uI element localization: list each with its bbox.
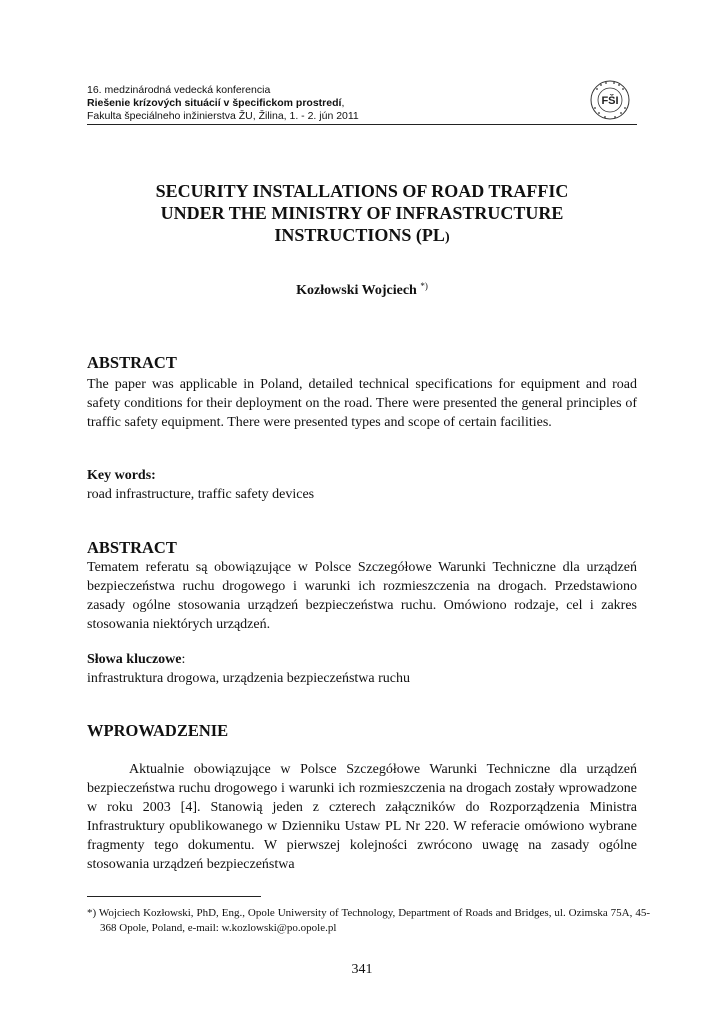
conference-info (87, 84, 637, 123)
conference-line-1: 16. medzinárodná vedecká konferencia (87, 84, 271, 96)
title-line-3-main: INSTRUCTIONS (PL (274, 225, 445, 245)
fsi-logo-icon (585, 78, 635, 122)
conference-line-2 (87, 97, 637, 110)
page-number: 341 (351, 962, 373, 977)
keywords-pl-label: Słowa kluczowe (87, 652, 182, 667)
title-line-1: SECURITY INSTALLATIONS OF ROAD TRAFFIC (155, 181, 569, 201)
intro-text: Aktualnie obowiązujące w Polsce Szczegółowe Warunki Techniczne dla urządzeń bezpieczeństwa ruchu drogowego i warunki ich rozmieszczenia na drogach zostały wprowadzone w roku 2003 [4]. Stanowią jeden z czterech załączników do Rozporządzenia Ministra Infrastruktury opublikowanego w Dzienniku Ustaw PL Nr 220. W referacie omówiono wybrane fragmenty tego dokumentu. W pierwszej kolejności zwrócono uwagę na zasady ogólne stosowania urządzeń bezpieczeństwa (87, 762, 637, 872)
author-footnote: *) Wojciech Kozłowski, PhD, Eng., Opole Uniwersity of Technology, Department of Roads and Bridges, ul. Ozimska 75A, 45-368 Opole, Poland, e-mail: w.kozlowski@po.opole.pl (87, 907, 650, 934)
abstract-pl-heading: ABSTRACT (87, 538, 177, 557)
author-name: Kozłowski Wojciech (296, 283, 417, 298)
title-line-3-end: ) (444, 230, 450, 245)
keywords-pl-colon: : (181, 652, 186, 667)
conference-title: Riešenie krízových situácií v špecifickom prostredí (87, 97, 342, 109)
conference-line-3: Fakulta špeciálneho inžinierstva ŽU, Žilina, 1. - 2. jún 2011 (87, 110, 359, 122)
paper-title (87, 180, 637, 249)
keywords-en (87, 466, 637, 504)
keywords-en-label: Key words: (87, 468, 156, 483)
keywords-pl (87, 650, 637, 688)
abstract-pl-text: Tematem referatu są obowiązujące w Polsce Szczegółowe Warunki Techniczne dla urządzeń bezpieczeństwa ruchu drogowego i warunki ich rozmieszczenia na drogach. Przedstawiono zasady ogólne stosowania urządzeń bezpieczeństwa ruchu. Omówiono rodzaje, cel i zakres stosowania niektórych urządzeń. (87, 560, 637, 632)
intro-heading: WPROWADZENIE (87, 721, 229, 740)
title-line-2: UNDER THE MINISTRY OF INFRASTRUCTURE (160, 203, 564, 223)
author-line (87, 283, 637, 299)
keywords-en-text: road infrastructure, traffic safety devices (87, 487, 315, 502)
title-line-3 (87, 224, 637, 249)
abstract-en-heading: ABSTRACT (87, 353, 177, 372)
logo-text: FŠI (601, 95, 619, 107)
running-header (87, 84, 637, 125)
keywords-pl-text: infrastruktura drogowa, urządzenia bezpieczeństwa ruchu (87, 671, 411, 686)
footnote-divider (87, 896, 261, 897)
conference-title-comma: , (341, 97, 345, 109)
author-footnote-mark: *) (420, 281, 428, 291)
abstract-en-text: The paper was applicable in Poland, detailed technical specifications for equipment and road safety conditions for their deployment on the road. There were presented the general principles of traffic safety equipment. There were presented types and scope of certain facilities. (87, 377, 637, 430)
